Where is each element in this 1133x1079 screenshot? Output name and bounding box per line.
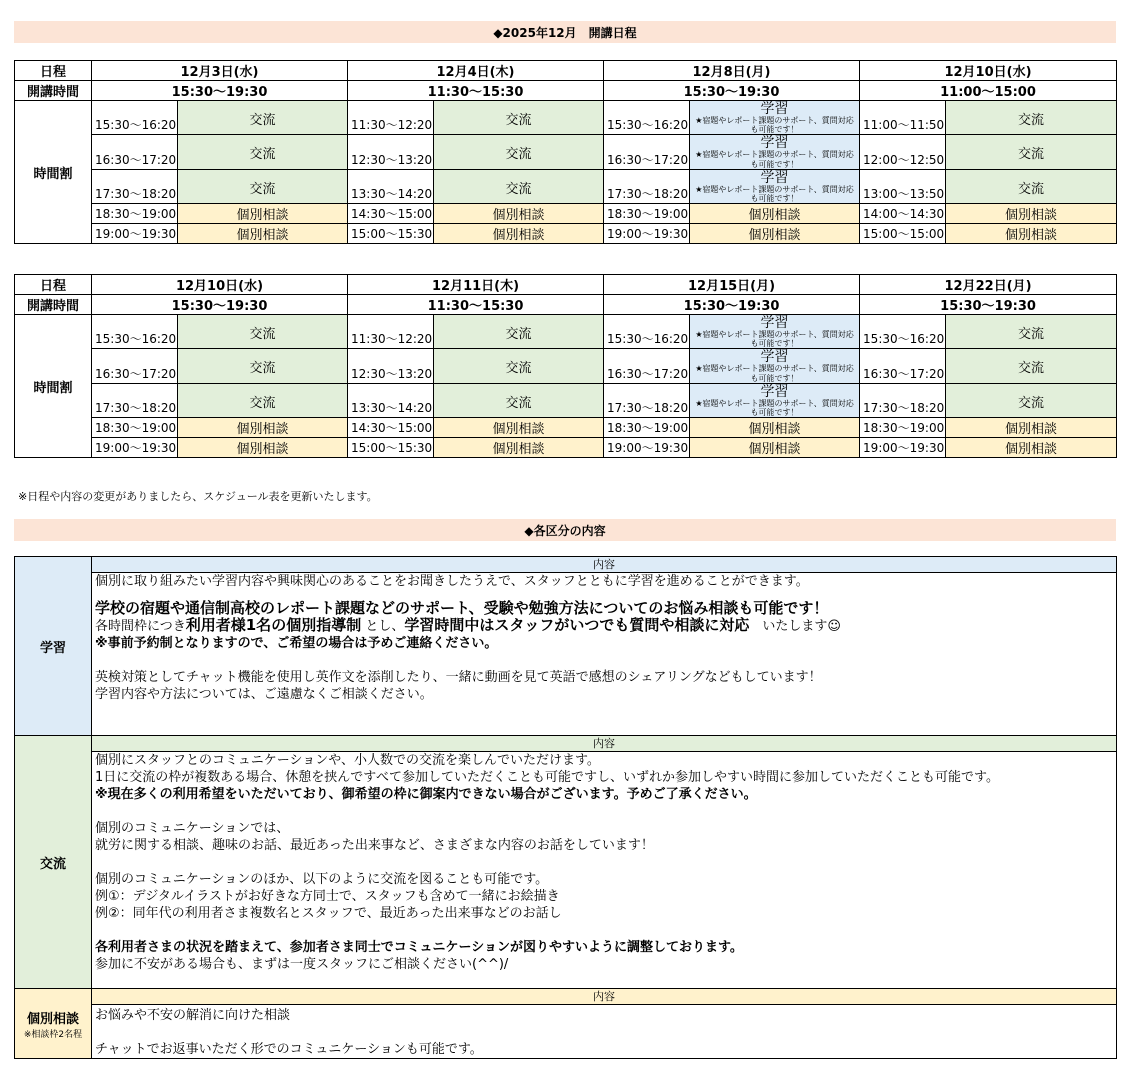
day-date: 12月10日(水)	[92, 275, 348, 295]
slot-kobetsu: 個別相談	[178, 204, 348, 224]
slot-gakushu: 学習 ★宿題やレポート課題のサポート、質問対応も可能です！	[690, 101, 860, 135]
slot-kouryu: 交流	[946, 169, 1117, 203]
slot-time: 19:00〜19:30	[92, 224, 178, 244]
hours-label: 開講時間	[15, 81, 92, 101]
day-hours: 15:30〜19:30	[604, 81, 860, 101]
category-kobetsu: 個別相談 ※相談枠2名程	[15, 989, 92, 1059]
slot-kouryu: 交流	[946, 383, 1117, 417]
slot-gakushu: 学習 ★宿題やレポート課題のサポート、質問対応も可能です！	[690, 349, 860, 383]
slot-kobetsu: 個別相談	[690, 224, 860, 244]
date-label: 日程	[15, 275, 92, 295]
day-hours: 15:30〜19:30	[860, 295, 1117, 315]
slot-kobetsu: 個別相談	[434, 204, 604, 224]
schedule-banner: ◆2025年12月 開講日程	[14, 21, 1116, 43]
slot-kouryu: 交流	[946, 315, 1117, 349]
slot-time: 18:30〜19:00	[860, 418, 946, 438]
slot-time: 15:30〜16:20	[860, 315, 946, 349]
schedule-table-week1	[14, 60, 1117, 244]
slot-time: 11:30〜12:20	[348, 315, 434, 349]
slot-kobetsu: 個別相談	[178, 418, 348, 438]
slot-kobetsu: 個別相談	[946, 418, 1117, 438]
content-header: 内容	[92, 989, 1117, 1005]
day-date: 12月22日(月)	[860, 275, 1117, 295]
slot-kobetsu: 個別相談	[946, 438, 1117, 458]
slot-time: 17:30〜18:20	[92, 169, 178, 203]
slot-gakushu: 学習 ★宿題やレポート課題のサポート、質問対応も可能です！	[690, 383, 860, 417]
day-date: 12月11日(木)	[348, 275, 604, 295]
slot-kouryu: 交流	[946, 101, 1117, 135]
day-hours: 11:30〜15:30	[348, 81, 604, 101]
day-hours: 11:00〜15:00	[860, 81, 1117, 101]
slot-time: 17:30〜18:20	[92, 383, 178, 417]
content-header: 内容	[92, 557, 1117, 573]
slot-time: 11:00〜11:50	[860, 101, 946, 135]
slot-time: 14:30〜15:00	[348, 204, 434, 224]
kouryu-description: 個別にスタッフとのコミュニケーションや、小人数での交流を楽しんでいただけます。 1日に交流の枠が複数ある場合、休憩を挟んですべて参加していただくことも可能ですし、いずれか参加しやすい時間に参加していただくことも可能です。 ※現在多くの利用希望をいただいており、御希望の枠に御案内できない場合がございます。予めご了承ください。 個別のコミュニケーションでは、 就労に関する相談、趣味のお話、最近あった出来事など、さまざまな内容のお話をしています！ 個別のコミュニケーションのほか、以下のように交流を図ることも可能です。 例①：デジタルイラストがお好きな方同士で、スタッフも含めて一緒にお絵描き 例②：同年代の利用者さま複数名とスタッフで、最近あった出来事などのお話し 各利用者さまの状況を踏まえて、参加者さま同士でコミュニケーションが図りやすいように調整しております。 参加に不安がある場合も、まずは一度スタッフにご相談ください(^^)/	[92, 752, 1117, 989]
slot-time: 17:30〜18:20	[860, 383, 946, 417]
slot-kouryu: 交流	[434, 349, 604, 383]
slot-kobetsu: 個別相談	[434, 438, 604, 458]
slot-kouryu: 交流	[178, 315, 348, 349]
timetable-label: 時間割	[15, 101, 92, 244]
slot-kobetsu: 個別相談	[946, 224, 1117, 244]
slot-kouryu: 交流	[434, 101, 604, 135]
slot-kouryu: 交流	[434, 315, 604, 349]
hours-label: 開講時間	[15, 295, 92, 315]
category-gakushu: 学習	[15, 557, 92, 736]
day-date: 12月15日(月)	[604, 275, 860, 295]
category-kouryu: 交流	[15, 736, 92, 989]
gakushu-description: 個別に取り組みたい学習内容や興味関心のあることをお聞きしたうえで、スタッフとともに学習を進めることができます。 学校の宿題や通信制高校のレポート課題などのサポート、受験や勉強方法についてのお悩み相談も可能です！ 各時間枠につき利用者様1名の個別指導制 とし、学習時間中はスタッフがいつでも質問や相談に対応 いたします☺ ※事前予約制となりますので、ご希望の場合は予めご連絡ください。 英検対策としてチャット機能を使用し英作文を添削したり、一緒に動画を見て英語で感想のシェアリングなどもしています！ 学習内容や方法については、ご遠慮なくご相談ください。	[92, 573, 1117, 736]
slot-time: 13:30〜14:20	[348, 169, 434, 203]
slot-time: 16:30〜17:20	[92, 135, 178, 169]
slot-time: 16:30〜17:20	[92, 349, 178, 383]
slot-time: 15:00〜15:30	[348, 438, 434, 458]
content-banner: ◆各区分の内容	[14, 519, 1116, 541]
slot-kouryu: 交流	[178, 135, 348, 169]
slot-time: 18:30〜19:00	[604, 418, 690, 438]
kobetsu-description: お悩みや不安の解消に向けた相談 チャットでお返事いただく形でのコミュニケーションも可能です。	[92, 1005, 1117, 1059]
day-date: 12月4日(木)	[348, 61, 604, 81]
slot-time: 14:00〜14:30	[860, 204, 946, 224]
slot-kouryu: 交流	[178, 101, 348, 135]
slot-time: 19:00〜19:30	[604, 224, 690, 244]
slot-time: 14:30〜15:00	[348, 418, 434, 438]
content-header: 内容	[92, 736, 1117, 752]
slot-kouryu: 交流	[946, 349, 1117, 383]
slot-time: 18:30〜19:00	[92, 204, 178, 224]
slot-kobetsu: 個別相談	[690, 438, 860, 458]
slot-gakushu: 学習 ★宿題やレポート課題のサポート、質問対応も可能です！	[690, 315, 860, 349]
slot-time: 15:30〜16:20	[604, 315, 690, 349]
slot-kobetsu: 個別相談	[690, 418, 860, 438]
slot-gakushu: 学習 ★宿題やレポート課題のサポート、質問対応も可能です！	[690, 135, 860, 169]
slot-time: 11:30〜12:20	[348, 101, 434, 135]
schedule-table-week2	[14, 274, 1117, 458]
date-label: 日程	[15, 61, 92, 81]
slot-kobetsu: 個別相談	[178, 224, 348, 244]
slot-time: 19:00〜19:30	[604, 438, 690, 458]
slot-time: 15:00〜15:30	[348, 224, 434, 244]
slot-time: 15:30〜16:20	[92, 101, 178, 135]
slot-time: 15:30〜16:20	[604, 101, 690, 135]
slot-time: 17:30〜18:20	[604, 169, 690, 203]
timetable-label: 時間割	[15, 315, 92, 458]
slot-kobetsu: 個別相談	[946, 204, 1117, 224]
slot-kobetsu: 個別相談	[434, 418, 604, 438]
day-hours: 15:30〜19:30	[92, 295, 348, 315]
update-note: ※日程や内容の変更がありましたら、スケジュール表を更新いたします。	[18, 490, 378, 503]
slot-time: 19:00〜19:30	[92, 438, 178, 458]
slot-time: 12:30〜13:20	[348, 349, 434, 383]
slot-time: 15:30〜16:20	[92, 315, 178, 349]
day-hours: 11:30〜15:30	[348, 295, 604, 315]
slot-time: 16:30〜17:20	[604, 349, 690, 383]
day-date: 12月3日(水)	[92, 61, 348, 81]
slot-gakushu: 学習 ★宿題やレポート課題のサポート、質問対応も可能です！	[690, 169, 860, 203]
day-hours: 15:30〜19:30	[604, 295, 860, 315]
slot-kobetsu: 個別相談	[434, 224, 604, 244]
slot-time: 13:00〜13:50	[860, 169, 946, 203]
slot-time: 12:30〜13:20	[348, 135, 434, 169]
slot-kouryu: 交流	[434, 135, 604, 169]
slot-kobetsu: 個別相談	[690, 204, 860, 224]
slot-time: 12:00〜12:50	[860, 135, 946, 169]
slot-time: 18:30〜19:00	[92, 418, 178, 438]
slot-time: 16:30〜17:20	[604, 135, 690, 169]
slot-kouryu: 交流	[434, 169, 604, 203]
slot-time: 15:00〜15:00	[860, 224, 946, 244]
slot-kouryu: 交流	[178, 383, 348, 417]
slot-kouryu: 交流	[946, 135, 1117, 169]
slot-time: 16:30〜17:20	[860, 349, 946, 383]
slot-kobetsu: 個別相談	[178, 438, 348, 458]
day-date: 12月8日(月)	[604, 61, 860, 81]
slot-kouryu: 交流	[434, 383, 604, 417]
content-table	[14, 556, 1117, 1059]
slot-kouryu: 交流	[178, 169, 348, 203]
day-hours: 15:30〜19:30	[92, 81, 348, 101]
slot-time: 18:30〜19:00	[604, 204, 690, 224]
day-date: 12月10日(水)	[860, 61, 1117, 81]
slot-time: 17:30〜18:20	[604, 383, 690, 417]
slot-time: 19:00〜19:30	[860, 438, 946, 458]
slot-kouryu: 交流	[178, 349, 348, 383]
slot-time: 13:30〜14:20	[348, 383, 434, 417]
